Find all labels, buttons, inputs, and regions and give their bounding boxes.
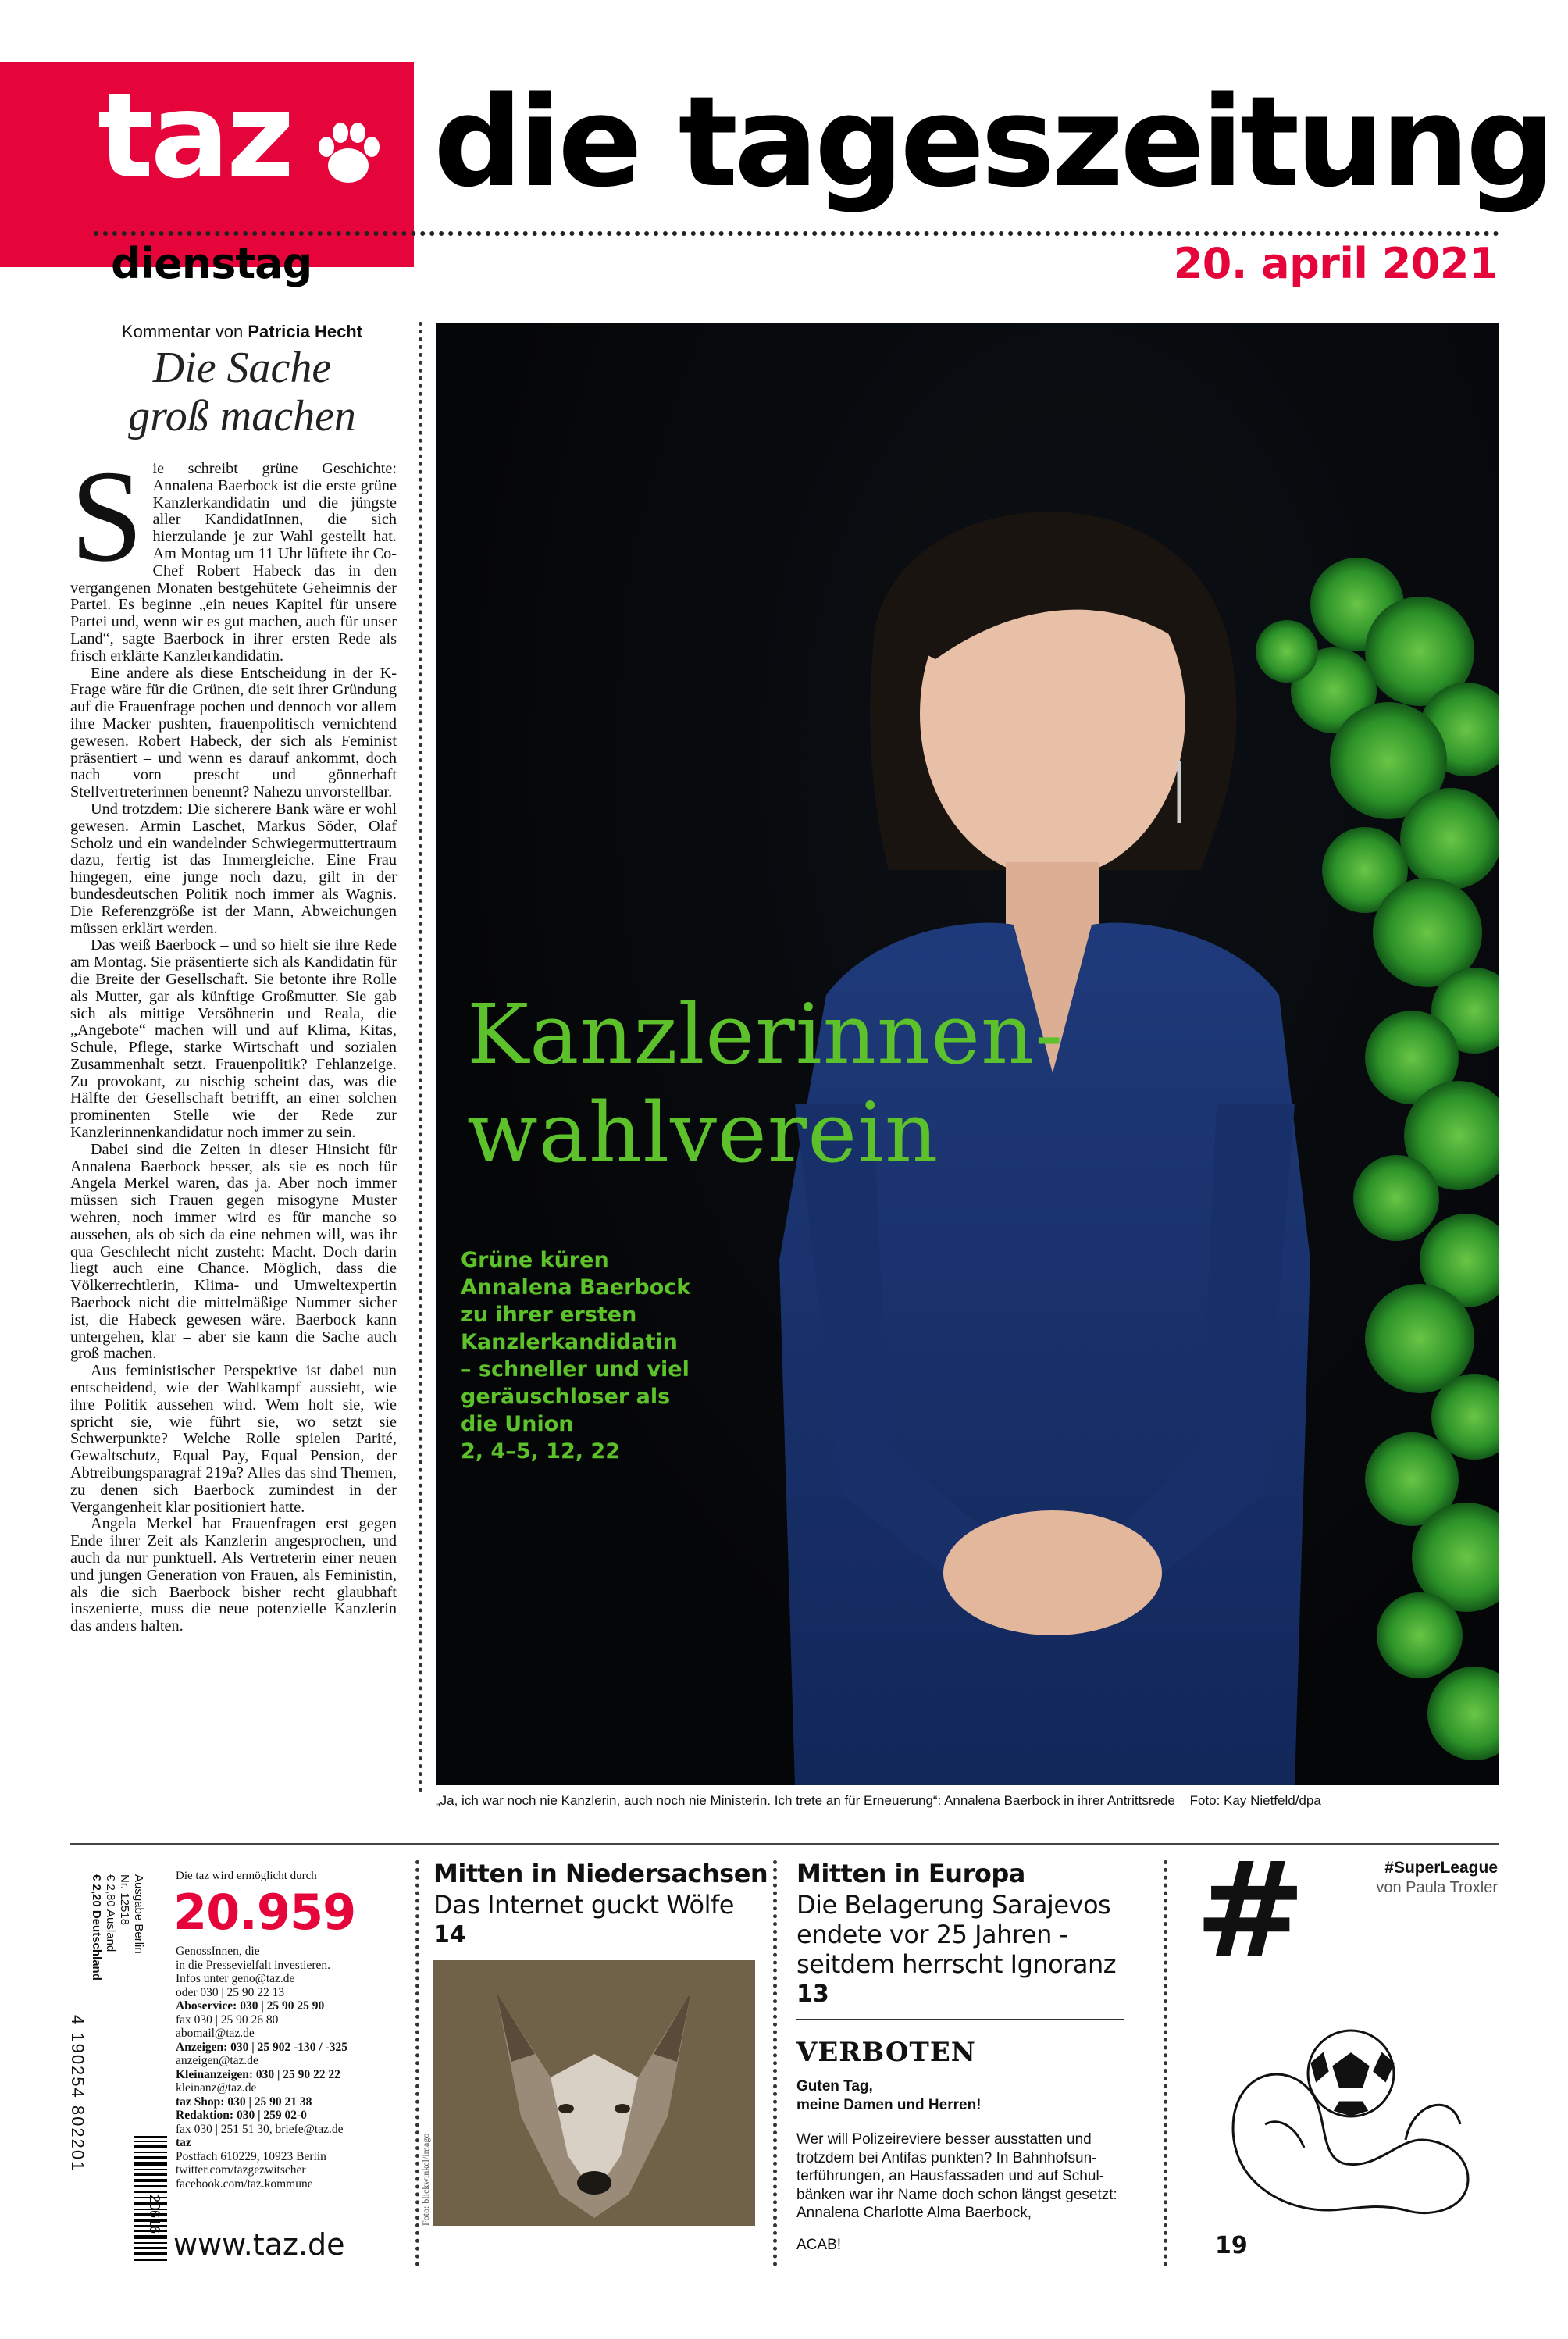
lead-headline [467,986,1064,1182]
teaser-europa-title[interactable] [796,1890,1140,1979]
superleague-page: 19 [1215,2232,1248,2259]
superleague-tag: #SuperLeague [1384,1859,1498,1877]
verboten-line: terführungen, an Hausfassaden und auf Schul- [796,2168,1104,2184]
edition-line: Ausgabe Berlin [132,1874,145,1954]
commentary-paragraph: Sie schreibt grüne Geschichte: Annalena Baerbock ist die erste grüne Kanzlerkandidatin und die jüngste aller KandidatInnen, die sich hierzulande je zur Wahl gestellt hat. Am Montag um 11 Uhr lüftete ihr Co-Chef Robert Habeck das in den vergangenen Monaten bestgehütete Geheimnis der Partei. Es beginne „ein neues Kapitel für unsere Partei und, wenn wir es gut machen, auch für unser Land“, sagte Baerbock in ihrer ersten Rede als frisch erklärte Kanzlerkandidatin. [70,444,397,665]
barcode-number: 4 190254 802201 [68,2015,87,2173]
commentary-paragraph: Und trotzdem: Die sicherere Bank wäre er wohl gewesen. Armin Laschet, Markus Söder, Olaf Scholz und ein wandelnder Schwiegermuttertraum dazu, fertig ist das Immergleiche. Eine Frau hingegen, eine junge noch dazu, gilt in der bundesdeutschen Politik noch immer als Wagnis. Die Referenzgröße ist der Mann, Abweichungen müssen erklärt werden. [70,800,397,937]
verboten-rule [796,2019,1124,2020]
subhead-line: zu ihrer ersten [461,1303,637,1327]
column-divider [419,322,422,1793]
contact-line: taz Shop: 030 | 25 90 21 38 [176,2095,312,2109]
commentary-paragraph: Aus feministischer Perspektive ist dabei nun entscheidend, wie der Wahlkampf aussieht, wie ihre Politik aussehen wird. Wem holt sie, wie spricht sie, wie führt sie, wo setzt sie Schwerpunkte? Welche Rolle spielen Parité, Gewaltschutz, Equal Pay, Equal Pension, der Abtreibungsparagraf 219a? Alles das sind Themen, zu denen sich Baerbock zumindest in der Vergangenheit klar positioniert hatte. [70,1362,397,1516]
caption-text: „Ja, ich war noch nie Kanzlerin, auch noch nie Ministerin. Ich trete an für Erneuerung“: Annalena Baerbock in ihrer Antrittsrede [436,1793,1175,1808]
verboten-line: Wer will Polizeireviere besser ausstatten und [796,2131,1092,2148]
subhead-line: Annalena Baerbock [461,1275,691,1300]
commentary-paragraph: Eine andere als diese Entscheidung in der K-Frage wäre für die Grünen, die seit ihrer Gründung auf die Frauenfrage pochen und dennoch vor allem ihre Macker pushten, frauenpolitisch vernichtend gewesen. Robert Habeck, der sich als Feminist präsentiert – und wenn es darauf ankommt, doch nach vorn prescht und gönnerhaft Stellvertreterinnen benennt? Nahezu unvorstellbar. [70,664,397,801]
contact-line: Aboservice: 030 | 25 90 25 90 [176,1999,325,2013]
teaser-nds-title[interactable]: Das Internet guckt Wölfe [433,1890,734,1920]
wolf-photo-credit: Foto: blickwinkel/imago [420,2133,431,2226]
subhead-line: Kanzlerkandidatin [461,1330,678,1354]
subhead-pages: 2, 4–5, 12, 22 [461,1439,620,1464]
support-intro: Die taz wird ermöglicht durch [176,1870,317,1882]
weekday: dienstag [111,239,312,288]
teaser-europa-kicker: Mitten in Europa [796,1859,1025,1888]
dropcap: S [70,444,144,589]
photo-credit: Foto: Kay Nietfeld/dpa [1189,1793,1321,1808]
superleague-author: von Paula Troxler [1376,1879,1498,1896]
column-divider [773,1860,777,2266]
teaser-europa-page: 13 [796,1981,829,2008]
greeting-line: Guten Tag, [796,2078,873,2095]
contact-info [176,1945,387,2191]
contact-line: abomail@taz.de [176,2027,255,2040]
newspaper-title: die tageszeitung [433,69,1552,215]
commentary-paragraph: Angela Merkel hat Frauenfragen erst gegen Ende ihrer Zeit als Kanzlerin angesprochen, und auch da nur punktuell. Als Vertreterin einer neuen und jungen Generation von Frauen, als Feministin, als die sich Baerbock bisher recht glaubhaft inszenierte, muss die neue potenzielle Kanzlerin das anders halten. [70,1515,397,1635]
hashtag-icon: # [1195,1834,1306,1988]
column-divider [1164,1860,1167,2266]
verboten-line: trotzdem bei Antifas punkten? In Bahnhofsun- [796,2149,1097,2166]
subhead-line: die Union [461,1412,574,1436]
contact-line: fax 030 | 25 90 26 80 [176,2013,279,2027]
contact-line: twitter.com/tazgezwitscher [176,2163,306,2177]
commentary-title-line2: groß machen [128,392,356,440]
commentary-byline [70,322,414,342]
lead-subhead [461,1246,718,1465]
contact-line: fax 030 | 251 51 30, briefe@taz.de [176,2122,344,2136]
contact-line: Kleinanzeigen: 030 | 25 90 22 22 [176,2067,340,2081]
masthead-dotted-rule [94,231,1499,236]
verboten-greeting [796,2077,982,2115]
edition-line: € 2,20 Deutschland [90,1874,103,1981]
commentary-title-line1: Die Sache [152,344,332,392]
commentary-paragraph: Das weiß Baerbock – und so hielt sie ihre Rede am Montag. Sie präsentierte sich als Kandidatin für die Breite der Gesellschaft. Sie betonte ihre Rolle als Mutter, gar als künftige Großmutter. Sie gab sich als mittige Versöhnerin und Reala, die „Angebote“ machen will und auf Klima, Kitas, Schule, Pflege, starke Wirtschaft und sozialen Zusammenhalt setzt. Frauenpolitik? Fehlanzeige. Zu provokant, zu nischig scheint das, was die Hälfte der Gesellschaft betrifft, an einer solchen prominenten Stelle wie der Rede zur Kanzlerinnenkandidatur noch immer zu sein. [70,936,397,1142]
commentary-paragraph: Dabei sind die Zeiten in dieser Hinsicht für Annalena Baerbock besser, als sie es noch für Angela Merkel waren, das ja. Aber noch immer müssen sich Frauen gegen misogyne Muster wehren, noch immer wird es für manche so aussehen, als ob sich da eine nehmen will, was ihr qua Geschlecht nicht zusteht: Macht. Doch darin liegt auch eine Chance. Möglich, dass die Völkerrechtlerin, Klima- und Umweltexpertin Baerbock nicht die mittelmäßige Nummer sicher ist, die Habeck gewesen wäre. Baerbock kann untergehen, klar – aber sie kann die Sache auch groß machen. [70,1140,397,1363]
edition-info [89,1874,145,1981]
contact-line: anzeigen@taz.de [176,2054,258,2067]
headline-line2: wahlverein [467,1085,939,1181]
subhead-line: – schneller und viel [461,1357,690,1382]
column-divider [415,1860,419,2266]
edition-line: Nr. 12518 [118,1874,131,1926]
verboten-body [796,2130,1124,2223]
teaser-title-line: endete vor 25 Jahren - [796,1920,1068,1949]
photo-caption [436,1793,1499,1809]
wolf-illustration [433,1960,755,2226]
contact-line: in die Pressevielfalt investieren. [176,1958,330,1972]
contact-line: taz [176,2136,191,2149]
commentary-title [70,344,414,440]
contact-line: Anzeigen: 030 | 25 902 -130 / -325 [176,2040,347,2054]
teaser-title-line: seitdem herrscht Ignoranz [796,1949,1117,1979]
contact-line: kleinanz@taz.de [176,2081,257,2095]
byline-author: Patricia Hecht [248,322,363,341]
teaser-nds-kicker: Mitten in Niedersachsen [433,1859,768,1888]
teaser-nds-page: 14 [433,1921,466,1949]
subhead-line: geräuschloser als [461,1385,671,1409]
issue-date: 20. april 2021 [1173,239,1498,288]
contact-line: facebook.com/taz.kommune [176,2177,313,2191]
greeting-line: meine Damen und Herren! [796,2097,982,2113]
verboten-line: bänken war ihr Name doch schon längst gesetzt: [796,2186,1117,2203]
subhead-line: Grüne küren [461,1248,609,1272]
barcode-side-number: 20616 [147,2195,162,2234]
verboten-closing: ACAB! [796,2237,842,2253]
wolf-photo [433,1960,755,2226]
teaser-title-line: Die Belagerung Sarajevos [796,1890,1111,1920]
commentary-body [70,444,397,1635]
verboten-line: Annalena Charlotte Alma Baerbock, [796,2205,1032,2221]
contact-line: Redaktion: 030 | 259 02-0 [176,2109,307,2122]
paw-icon [309,116,387,194]
byline-prefix: Kommentar von [121,322,244,341]
contact-line: GenossInnen, die [176,1945,260,1958]
website-link[interactable]: www.taz.de [173,2227,345,2262]
edition-line: € 2,80 Ausland [104,1874,117,1952]
headline-line1: Kanzlerinnen- [467,986,1064,1082]
contact-line: Postfach 610229, 10923 Berlin [176,2149,326,2163]
verboten-title: VERBOTEN [796,2037,976,2068]
football-arm-icon [1218,2023,1484,2226]
member-count: 20.959 [173,1884,356,1941]
taz-logo: taz [98,69,292,205]
contact-line: Infos unter geno@taz.de [176,1972,295,1985]
contact-line: oder 030 | 25 90 22 13 [176,1985,285,1999]
